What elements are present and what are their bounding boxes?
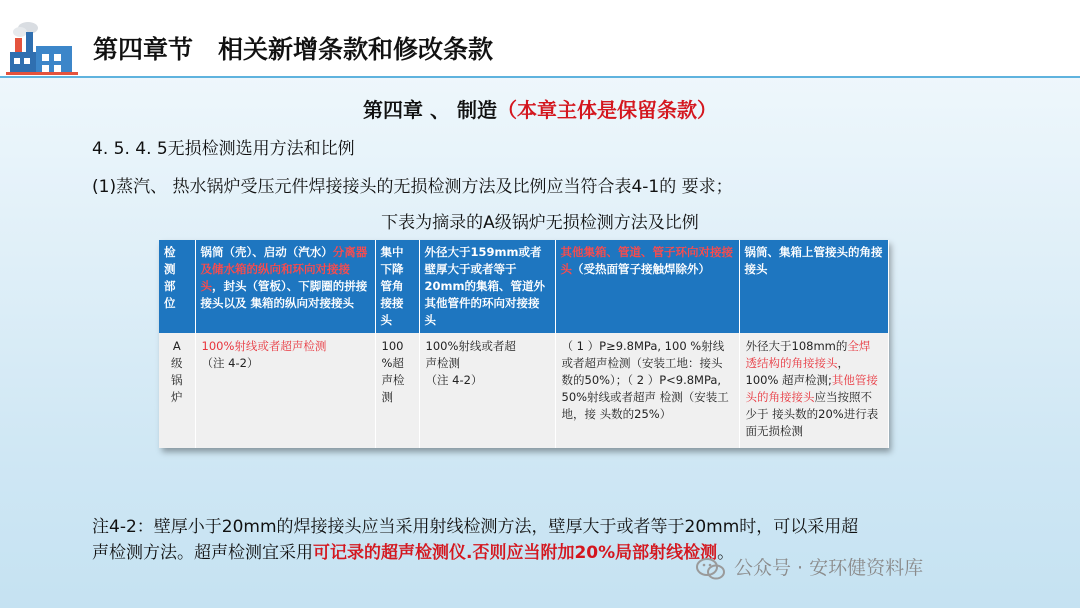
chapter-title: 第四章 、 制造	[363, 98, 497, 122]
table-cell: 100%射线或者超 声检测 （注 4-2）	[419, 333, 555, 448]
note-line-2: 声检测方法。超声检测宜采用可记录的超声检测仪.否则应当附加20%局部射线检测。	[92, 543, 735, 563]
chapter-heading	[0, 94, 1080, 123]
chapter-highlight: （本章主体是保留条款）	[496, 98, 717, 122]
header-cell: 锅筒、集箱上管接头的角接接头	[739, 240, 888, 333]
table-cell: （ 1 ）P≥9.8MPa, 100 %射线或者超声检测（安装工地：接头数的50%）；（ 2 ）P<9.8MPa, 50%射线或者超声 检测（安装工地，接 头数的25%）	[555, 333, 739, 448]
watermark-text: 公众号 · 安环健资料库	[734, 557, 924, 579]
wechat-icon	[696, 557, 726, 581]
table-cell: 100 %超 声检 测	[375, 333, 419, 448]
table-header-row	[159, 240, 888, 333]
header-bar	[0, 0, 1080, 78]
header-divider	[0, 76, 1080, 78]
table-cell: 100%射线或者超声检测 （注 4-2）	[195, 333, 375, 448]
clause-number: 4. 5. 4. 5无损检测选用方法和比例	[92, 139, 355, 159]
header-cell: 锅筒（壳）、启动（汽水）分离器及储水箱的纵向和环向对接接头，封头（管板）、下脚圈的拼接接头以及 集箱的纵向对接接头	[195, 240, 375, 333]
header-cell: 外径大于159mm或者壁厚大于或者等于20mm的集箱、管道外其他管件的环向对接接头	[419, 240, 555, 333]
page-title: 第四章节 相关新增条款和修改条款	[93, 35, 494, 64]
header-cell: 检 测 部 位	[159, 240, 195, 333]
watermark	[696, 553, 1056, 581]
note-line-1: 注4-2：壁厚小于20mm的焊接接头应当采用射线检测方法，壁厚大于或者等于20mm时，可以采用超	[92, 517, 859, 537]
table-cell: A 级 锅 炉	[159, 333, 195, 448]
table-caption: 下表为摘录的A级锅炉无损检测方法及比例	[381, 213, 699, 233]
table-cell: 外径大于108mm的全焊透结构的角接接头，100% 超声检测;其他管接头的角接接头应当按照不少于 接头数的20%进行表面无损检测	[739, 333, 888, 448]
factory-icon	[6, 20, 78, 76]
table-row	[159, 333, 888, 448]
clause-paragraph: (1)蒸汽、 热水锅炉受压元件焊接接头的无损检测方法及比例应当符合表4-1的 要求；	[92, 177, 733, 197]
inspection-table	[159, 240, 888, 448]
header-cell: 集中 下降 管角 接接 头	[375, 240, 419, 333]
header-cell: 其他集箱、管道、管子环向对接接头（受热面管子接触焊除外）	[555, 240, 739, 333]
